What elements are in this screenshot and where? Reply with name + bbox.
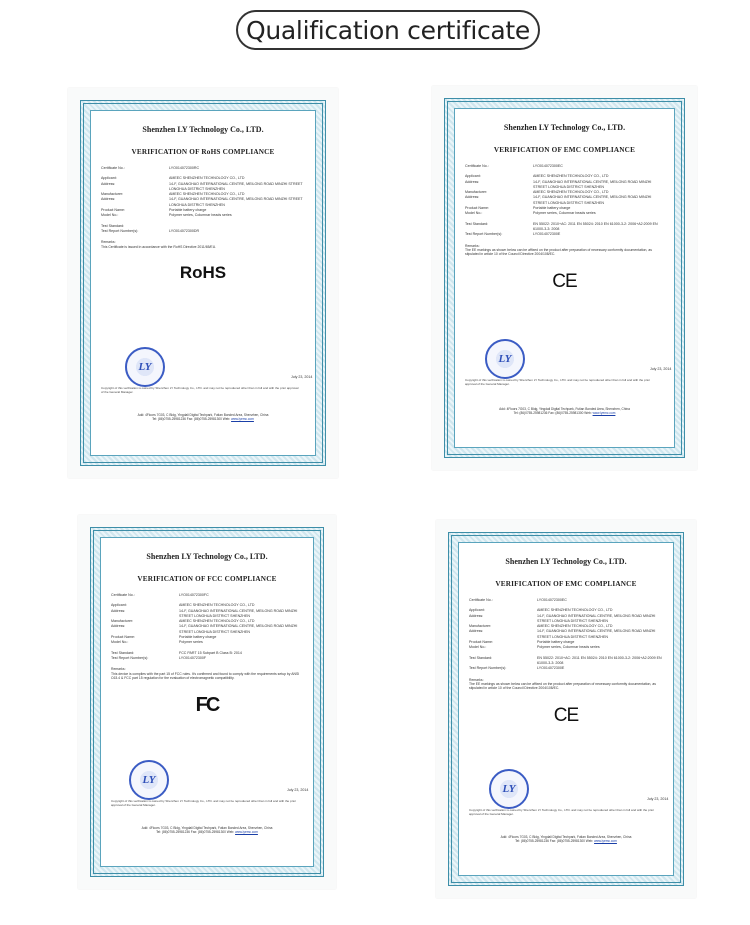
- company-name: Shenzhen LY Technology Co., LTD.: [505, 557, 627, 566]
- website-link: www.lyemc.com: [592, 411, 616, 416]
- certificate-paper: [90, 110, 316, 456]
- remarks-text: The EE markings as shown below can be affixed on the product after preparation of necessary conformity documentation, as stipulated in article 10 of the Council Directive 2004/108/EC.: [469, 681, 656, 691]
- field-label: Product Name:: [465, 206, 489, 211]
- remarks-text: This Certificate is issued in accordance with the RoHS Directive 2011/65/EU.: [101, 244, 217, 249]
- certificate-border: [448, 532, 684, 886]
- field-row: [465, 232, 674, 237]
- address-line: Add: 4Floors 7G03, C Bldg, Yingdali Digital Techpark, Futian Bonded Area, Shenzhen, China: [137, 413, 269, 417]
- contact-text: Tel: (86)0755-25981236 Fax: (86)0755-25981300 Web:: [515, 839, 595, 844]
- field-row: [111, 593, 313, 598]
- contact-line: [91, 417, 315, 421]
- remarks-label: Remarks:: [101, 240, 116, 245]
- field-value: AMEEC SHENZHEN TECHNOLOGY CO., LTD: [533, 190, 609, 195]
- fcc-mark: FC: [195, 694, 219, 717]
- remarks-block: [469, 678, 663, 691]
- seal-stamp: [485, 339, 525, 379]
- field-label: Test Standard:: [111, 650, 135, 655]
- certificate-fields: [111, 593, 313, 661]
- certificate-border: [444, 98, 685, 458]
- field-label: Manufacturer:: [101, 192, 124, 197]
- field-label: Model No.:: [101, 213, 119, 218]
- website-link: www.lyemc.com: [231, 417, 254, 422]
- field-value: LYO014072300FC: [179, 593, 209, 597]
- field-value: Portable battery charge: [537, 640, 575, 645]
- certificate-border: [80, 100, 326, 466]
- field-value: 14-F, GUANGHAO INTERNATIONAL CENTRE, MEILONG ROAD MINZHI STREET LONGHUA DISTRICT SHENZHEN: [537, 613, 656, 623]
- field-row: [101, 197, 315, 208]
- issue-date: July 23, 2014: [291, 375, 313, 379]
- field-value: AMEEC SHENZHEN TECHNOLOGY CO., LTD: [169, 192, 245, 197]
- remarks-text: The EE markings as shown below can be affixed on the product after preparation of necessary conformity documentation, as stipulated in article 10 of the Council Directive 2004/108/EC.: [465, 247, 652, 257]
- ce-mark: CE: [552, 270, 577, 292]
- contact-text: Tel: (86)0755-25981236 Fax: (86)0755-25981300 Web:: [152, 417, 232, 422]
- field-value: AMEEC SHENZHEN TECHNOLOGY CO., LTD: [537, 608, 613, 613]
- field-row: [111, 609, 313, 620]
- field-label: Test Standard:: [465, 221, 489, 226]
- field-value: Polymer series, Columnar beads series: [537, 645, 600, 650]
- field-value: LYO014072300F: [179, 655, 207, 660]
- field-label: Model No.:: [465, 211, 483, 216]
- website-link: www.lyemc.com: [235, 830, 258, 835]
- field-label: Address:: [101, 181, 116, 186]
- field-row: [111, 640, 313, 645]
- remarks-block: [101, 240, 305, 249]
- seal-stamp: [489, 769, 529, 809]
- field-row: [465, 164, 674, 169]
- company-name: Shenzhen LY Technology Co., LTD.: [146, 552, 268, 561]
- field-value: LYO014072300E: [533, 232, 561, 237]
- field-label: Applicant:: [101, 176, 117, 181]
- ce-mark: CE: [553, 704, 579, 726]
- website-link: www.lyemc.com: [594, 839, 617, 844]
- field-label: Address:: [465, 179, 480, 184]
- field-label: Test Standard:: [101, 223, 125, 228]
- field-label: Manufacturer:: [111, 619, 134, 624]
- address-line: Add: 4Floors 7G03, C Bldg, Yingdali Digital Techpark, Futian Bonded Area, Shenzhen, China: [500, 835, 632, 839]
- field-label: Applicant:: [465, 174, 481, 179]
- certificate-border: [90, 527, 324, 877]
- field-row: [469, 666, 673, 671]
- company-address: [459, 835, 673, 843]
- seal-text: LY: [498, 353, 512, 365]
- remarks-label: Remarks:: [469, 677, 484, 682]
- certificate-paper: [458, 542, 674, 876]
- contact-text: Tel: (86)0755-25981236 Fax: (86)0755-25981300 Web:: [156, 830, 236, 835]
- field-value: 14-F, GUANGHAO INTERNATIONAL CENTRE, MEILONG ROAD MINZHI STREET LONGHUA DISTRICT SHENZHEN: [179, 608, 298, 618]
- field-value: Portable battery charge: [533, 206, 571, 211]
- field-value: EN 55022: 2010+AC: 2011 EN 55024: 2010 EN 61000-3-2: 2006+A2:2009 EN 61000-3-3: 2008: [537, 655, 662, 665]
- certificate-emc-2: [436, 520, 696, 898]
- remarks-text: This device is complies with the part 15 of FCC rules. It's confirmed and found to comply with the requirements setup by ANSI C63.4 & FCC part 15 regulation for the evaluation of electromagnetic compatibility.: [111, 671, 300, 681]
- field-label: Certificate No.:: [465, 164, 489, 168]
- company-name: Shenzhen LY Technology Co., LTD.: [503, 123, 626, 132]
- address-line: Add: 4Floors 7G03, C Bldg, Yingdali Digital Techpark, Futian Bonded Area, Shenzhen, China: [499, 407, 630, 411]
- field-row: [111, 656, 313, 661]
- field-row: [465, 222, 674, 233]
- field-value: Polymer series, Columnar beads series: [533, 211, 596, 216]
- field-label: Model No.:: [111, 640, 129, 645]
- rohs-mark: RoHS: [179, 263, 227, 283]
- company-address: [455, 407, 674, 415]
- field-row: [465, 211, 674, 216]
- copyright-notice: Copyright of this verification is owned by Shenzhen LY Technology Co., LTD. and may not be reproduced other than in full and with the prior approval of the General Manager.: [465, 378, 651, 386]
- certificate-title: VERIFICATION OF RoHS COMPLIANCE: [131, 148, 275, 156]
- certificate-fcc: [78, 515, 336, 889]
- field-label: Address:: [111, 608, 126, 613]
- field-value: Polymer series: [179, 640, 203, 645]
- certificate-paper: [100, 537, 314, 867]
- field-label: Applicant:: [469, 608, 485, 613]
- field-label: Model No.:: [469, 645, 487, 650]
- field-row: [465, 195, 674, 206]
- field-label: Test Report Number(s):: [469, 666, 507, 671]
- field-label: Product Name:: [101, 208, 125, 213]
- field-row: [111, 624, 313, 635]
- field-label: Product Name:: [469, 640, 493, 645]
- field-value: LYO014072300EC: [533, 164, 563, 168]
- seal-text: LY: [502, 783, 516, 795]
- field-label: Test Standard:: [469, 655, 493, 660]
- field-row: [101, 166, 315, 171]
- field-value: LYO014072300E: [537, 666, 565, 671]
- field-value: Portable battery charge: [169, 208, 207, 213]
- field-label: Certificate No.:: [111, 593, 135, 597]
- certificate-title: VERIFICATION OF FCC COMPLIANCE: [137, 575, 277, 583]
- field-value: 14-F, GUANGHAO INTERNATIONAL CENTRE, MEILONG ROAD MINZHI STREET LONGHUA DISTRICT SHENZHEN: [533, 179, 652, 189]
- contact-line: [459, 839, 673, 843]
- field-value: LYO014072300DR: [169, 228, 200, 233]
- contact-text: Tel: (86)0755-25981236 Fax: (86)0755-25981300 Web:: [513, 411, 593, 416]
- copyright-notice: Copyright of this verification is owned by Shenzhen LY Technology Co., LTD. and may not be reproduced other than in full and with the prior approval of the General Manager.: [469, 808, 655, 816]
- field-label: Manufacturer:: [465, 190, 488, 195]
- field-value: AMEEC SHENZHEN TECHNOLOGY CO., LTD: [533, 174, 609, 179]
- issue-date: July 23, 2014: [287, 788, 309, 792]
- certificate-rohs: [68, 88, 338, 478]
- field-row: [101, 213, 315, 218]
- banner: [236, 10, 540, 50]
- field-value: AMEEC SHENZHEN TECHNOLOGY CO., LTD: [169, 176, 245, 181]
- field-value: Polymer series, Columnar beads series: [169, 213, 232, 218]
- field-row: [469, 629, 673, 640]
- field-label: Test Report Number(s):: [465, 232, 503, 237]
- copyright-notice: Copyright of this verification is owned by Shenzhen LY Technology Co., LTD. and may not be reproduced other than in full and with the prior approval of the General Manager.: [101, 386, 299, 394]
- field-row: [469, 645, 673, 650]
- field-value: 14-F, GUANGHAO INTERNATIONAL CENTRE, MEILONG ROAD MINZHI STREET LONGHUA DISTRICT SHENZHEN: [169, 181, 303, 191]
- certificate-title: VERIFICATION OF EMC COMPLIANCE: [495, 580, 637, 588]
- field-value: LYO014072300EC: [537, 598, 567, 602]
- field-label: Address:: [469, 629, 484, 634]
- field-row: [469, 598, 673, 603]
- field-label: Manufacturer:: [469, 624, 492, 629]
- field-row: [101, 229, 315, 234]
- seal-stamp: [125, 347, 165, 387]
- field-label: Certificate No.:: [469, 598, 493, 602]
- seal-text: LY: [142, 774, 156, 786]
- field-value: 14-F, GUANGHAO INTERNATIONAL CENTRE, MEILONG ROAD MINZHI STREET LONGHUA DISTRICT SHENZHEN: [537, 629, 656, 639]
- field-value: 14-F, GUANGHAO INTERNATIONAL CENTRE, MEILONG ROAD MINZHI STREET LONGHUA DISTRICT SHENZHEN: [533, 195, 652, 205]
- remarks-block: [465, 244, 664, 257]
- field-label: Address:: [101, 197, 116, 202]
- certificate-title: VERIFICATION OF EMC COMPLIANCE: [493, 146, 636, 154]
- field-label: Address:: [469, 613, 484, 618]
- field-row: [469, 656, 673, 667]
- contact-line: [101, 830, 313, 834]
- field-row: [101, 182, 315, 193]
- field-value: AMEEC SHENZHEN TECHNOLOGY CO., LTD: [179, 603, 255, 608]
- remarks-label: Remarks:: [111, 667, 126, 672]
- certificate-paper: [454, 108, 675, 448]
- field-value: EN 55022: 2010+AC: 2011 EN 55024: 2010 EN 61000-3-2: 2006+A2:2009 EN 61000-3-3: 2008: [533, 221, 658, 231]
- seal-text: LY: [138, 361, 152, 373]
- banner-title: Qualification certificate: [245, 15, 531, 45]
- issue-date: July 23, 2014: [650, 367, 672, 371]
- field-value: LYO014072300RC: [169, 166, 200, 170]
- field-value: FCC PART 15 Subpart B Class B: 2014: [179, 650, 242, 655]
- field-label: Address:: [465, 195, 480, 200]
- company-address: [101, 826, 313, 834]
- certificate-fields: [101, 166, 315, 234]
- field-value: AMEEC SHENZHEN TECHNOLOGY CO., LTD: [179, 619, 255, 624]
- field-row: [469, 614, 673, 625]
- field-label: Test Report Number(s):: [101, 228, 139, 233]
- field-value: 14-F, GUANGHAO INTERNATIONAL CENTRE, MEILONG ROAD MINZHI STREET LONGHUA DISTRICT SHENZHEN: [179, 624, 298, 634]
- remarks-block: [111, 667, 303, 680]
- seal-stamp: [129, 760, 169, 800]
- field-label: Certificate No.:: [101, 166, 125, 170]
- field-label: Applicant:: [111, 603, 127, 608]
- field-label: Test Report Number(s):: [111, 655, 149, 660]
- company-name: Shenzhen LY Technology Co., LTD.: [142, 125, 264, 134]
- certificate-emc-1: [432, 86, 697, 470]
- copyright-notice: Copyright of this verification is owned by Shenzhen LY Technology Co., LTD. and may not be reproduced other than in full and with the prior approval of the General Manager.: [111, 799, 297, 807]
- field-label: Product Name:: [111, 635, 135, 640]
- certificate-fields: [469, 598, 673, 672]
- field-value: Portable battery charge: [179, 635, 217, 640]
- field-row: [465, 180, 674, 191]
- field-value: AMEEC SHENZHEN TECHNOLOGY CO., LTD: [537, 624, 613, 629]
- issue-date: July 23, 2014: [647, 797, 669, 801]
- address-line: Add: 4Floors 7G03, C Bldg, Yingdali Digital Techpark, Futian Bonded Area, Shenzhen, China: [141, 826, 273, 830]
- contact-line: [455, 411, 674, 415]
- field-value: 14-F, GUANGHAO INTERNATIONAL CENTRE, MEILONG ROAD MINZHI STREET LONGHUA DISTRICT SHENZHEN: [169, 197, 303, 207]
- field-label: Address:: [111, 624, 126, 629]
- certificate-fields: [465, 164, 674, 238]
- company-address: [91, 413, 315, 421]
- remarks-label: Remarks:: [465, 243, 480, 248]
